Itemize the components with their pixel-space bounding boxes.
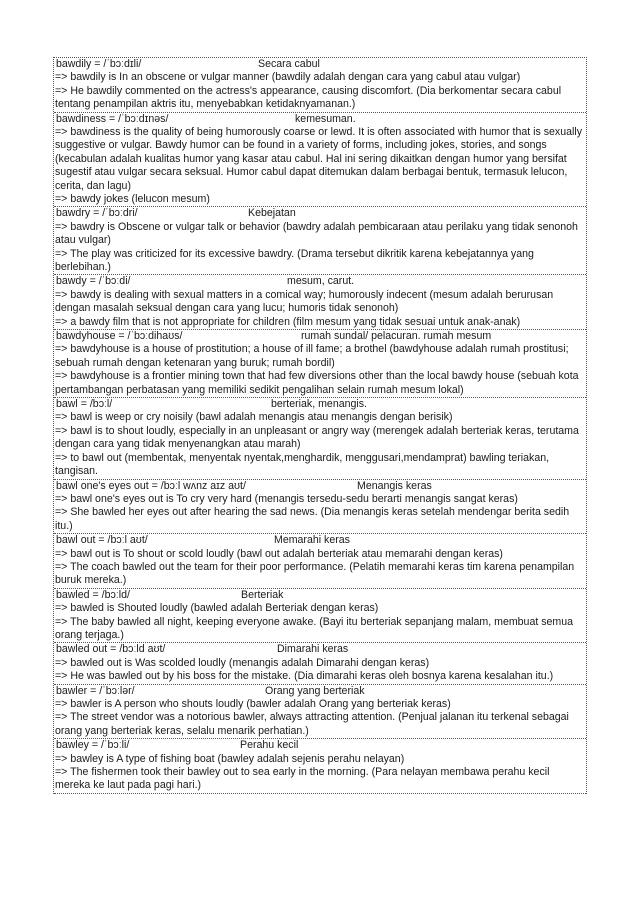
entry-headline — [55, 275, 585, 288]
entry-line: => bawler is A person who shouts loudly (bawler adalah Orang yang berteriak keras) — [55, 697, 451, 710]
entry-line: => to bawl out (membentak, menyentak nyentak,menghardik, menggusari,mendamprat) bawling teriakan, tangisan. — [55, 451, 550, 478]
entry-term: bawdyhouse = /ˈbɔːdihaʊs/ — [56, 330, 183, 343]
entry-line: => bawdy jokes (lelucon mesum) — [55, 193, 210, 206]
dictionary-entry — [54, 685, 586, 740]
entry-line: => bawley is A type of fishing boat (bawley adalah sejenis perahu nelayan) — [55, 752, 405, 765]
entry-headline — [55, 534, 585, 547]
entry-translation: Memarahi keras — [274, 534, 350, 547]
entry-line: => bawled is Shouted loudly (bawled adalah Berteriak dengan keras) — [55, 602, 379, 615]
entry-term: bawl out = /bɔːl aʊt/ — [56, 534, 148, 547]
entry-headline — [55, 398, 585, 411]
entry-translation: rumah sundal/ pelacuran. rumah mesum — [301, 330, 492, 343]
entry-term: bawdily = /ˈbɔːdɪli/ — [56, 58, 142, 70]
entry-headline — [55, 643, 585, 656]
dictionary-entries — [53, 57, 587, 794]
entry-translation: Secara cabul — [258, 58, 320, 70]
entry-line: => She bawled her eyes out after hearing the sad news. (Dia menangis keras setelah mendengar berita sedih itu.) — [55, 506, 570, 532]
entry-headline — [55, 480, 585, 493]
entry-term: bawled out = /bɔːld aʊt/ — [56, 643, 166, 656]
entry-line: => bawl one's eyes out is To cry very hard (menangis tersedu-sedu berarti menangis sangat keras) — [55, 492, 518, 505]
entry-line: => bawdyhouse is a house of prostitution; a house of ill fame; a brothel (bawdyhouse adalah rumah prostitusi; sebuah rumah dengan ketenaran yang buruk; rumah bordil) — [55, 343, 569, 369]
entry-line: => bawl is to shout loudly, especially in an unpleasant or angry way (merengek adalah berteriak keras, terutama dengan cara yang tidak menyenangkan atau marah) — [55, 424, 579, 451]
entry-term: bawl = /bɔːl/ — [56, 398, 113, 411]
dictionary-entry — [54, 534, 586, 589]
dictionary-entry — [54, 480, 586, 535]
entry-line: => bawl out is To shout or scold loudly (bawl out adalah berteriak atau memarahi dengan keras) — [55, 547, 503, 560]
entry-headline — [55, 58, 585, 71]
entry-line: => The coach bawled out the team for their poor performance. (Pelatih memarahi keras tim karena penampilan buruk mereka.) — [55, 560, 575, 587]
entry-translation: Menangis keras — [357, 479, 432, 492]
entry-line: => The street vendor was a notorious bawler, always attracting attention. (Penjual jalanan itu terkenal sebagai orang yang berteriak keras, selalu menarik perhatian.) — [55, 711, 569, 737]
entry-line: => The baby bawled all night, keeping everyone awake. (Bayi itu berteriak sepanjang malam, membuat semua orang terjaga.) — [55, 615, 574, 641]
dictionary-entry — [54, 207, 586, 275]
entry-term: bawler = /ˈbɔːlər/ — [56, 684, 135, 697]
entry-headline — [55, 113, 585, 126]
entry-headline — [55, 330, 585, 343]
dictionary-entry — [54, 589, 586, 644]
entry-line: => He bawdily commented on the actress's appearance, causing discomfort. (Dia berkomentar secara cabul tentang penampilan aktris itu, menyebabkan ketidaknyamanan.) — [55, 84, 562, 111]
entry-line: => The play was criticized for its excessive bawdry. (Drama tersebut dikritik karena kebejatannya yang berlebihan.) — [55, 247, 534, 274]
entry-line: => bawdy is dealing with sexual matters in a comical way; humorously indecent (mesum adalah berurusan dengan masalah seksual dengan cara yang lucu; humoris tidak senonoh) — [55, 288, 554, 315]
entry-line: => bawled out is Was scolded loudly (menangis adalah Dimarahi dengan keras) — [55, 656, 430, 669]
entry-line: => bawdiness is the quality of being humorously coarse or lewd. It is often associated with humor that is sexually suggestive or vulgar. Bawdy humor can be found in a variety of forms, including jokes, stories, and songs (kecabulan adalah kualitas humor yang kasar atau cabul. Hal ini sering dikaitkan dengan humor yang bersifat sugestif atau vulgar secara seksual. Humor cabul dapat ditemukan dalam berbagai bentuk, termasuk lelucon, cerita, dan lagu) — [55, 126, 583, 192]
entry-term: bawdiness = /ˈbɔːdɪnəs/ — [56, 112, 169, 125]
entry-headline — [55, 589, 585, 602]
dictionary-entry — [54, 398, 586, 479]
entry-line: => bawdry is Obscene or vulgar talk or behavior (bawdry adalah pembicaraan atau perilaku yang tidak senonoh atau vulgar) — [55, 220, 578, 247]
entry-translation: kemesuman. — [295, 112, 356, 125]
entry-line: => bawdily is In an obscene or vulgar manner (bawdily adalah dengan cara yang cabul atau vulgar) — [55, 71, 521, 84]
entry-line: => a bawdy film that is not appropriate for children (film mesum yang tidak sesuai untuk anak-anak) — [55, 315, 521, 328]
entry-line: => bawdyhouse is a frontier mining town that had few diversions other than the local bawdy house (sebuah kota pertambangan perbatasan yang memiliki sedikit pengalihan selain rumah mesum lokal) — [55, 370, 579, 396]
entry-headline — [55, 207, 585, 220]
entry-line: => The fishermen took their bawley out to sea early in the morning. (Para nelayan membawa perahu kecil mereka ke laut pada pagi hari.) — [55, 765, 550, 792]
entry-term: bawl one's eyes out = /bɔːl wʌnz aɪz aʊt/ — [56, 479, 246, 492]
entry-term: bawley = /ˈbɔːli/ — [56, 739, 130, 752]
dictionary-entry — [54, 58, 586, 113]
entry-headline — [55, 685, 585, 698]
entry-translation: Perahu kecil — [240, 739, 299, 752]
entry-translation: Berteriak — [241, 588, 284, 601]
entry-headline — [55, 739, 585, 752]
entry-line: => bawl is weep or cry noisily (bawl adalah menangis atau menangis dengan berisik) — [55, 411, 453, 424]
dictionary-entry — [54, 113, 586, 208]
dictionary-entry — [54, 275, 586, 330]
entry-term: bawled = /bɔːld/ — [56, 588, 130, 601]
dictionary-entry — [54, 330, 586, 398]
entry-term: bawdy = /ˈbɔːdi/ — [56, 275, 131, 288]
entry-translation: Kebejatan — [248, 207, 296, 220]
entry-term: bawdry = /ˈbɔːdri/ — [56, 207, 138, 220]
dictionary-entry — [54, 739, 586, 794]
entry-line: => He was bawled out by his boss for the mistake. (Dia dimarahi keras oleh bosnya karena kesalahan itu.) — [55, 670, 554, 683]
dictionary-entry — [54, 643, 586, 684]
entry-translation: mesum, carut. — [287, 275, 355, 288]
entry-translation: Orang yang berteriak — [265, 684, 365, 697]
entry-translation: berteriak, menangis. — [271, 398, 367, 411]
entry-translation: Dimarahi keras — [277, 643, 349, 656]
